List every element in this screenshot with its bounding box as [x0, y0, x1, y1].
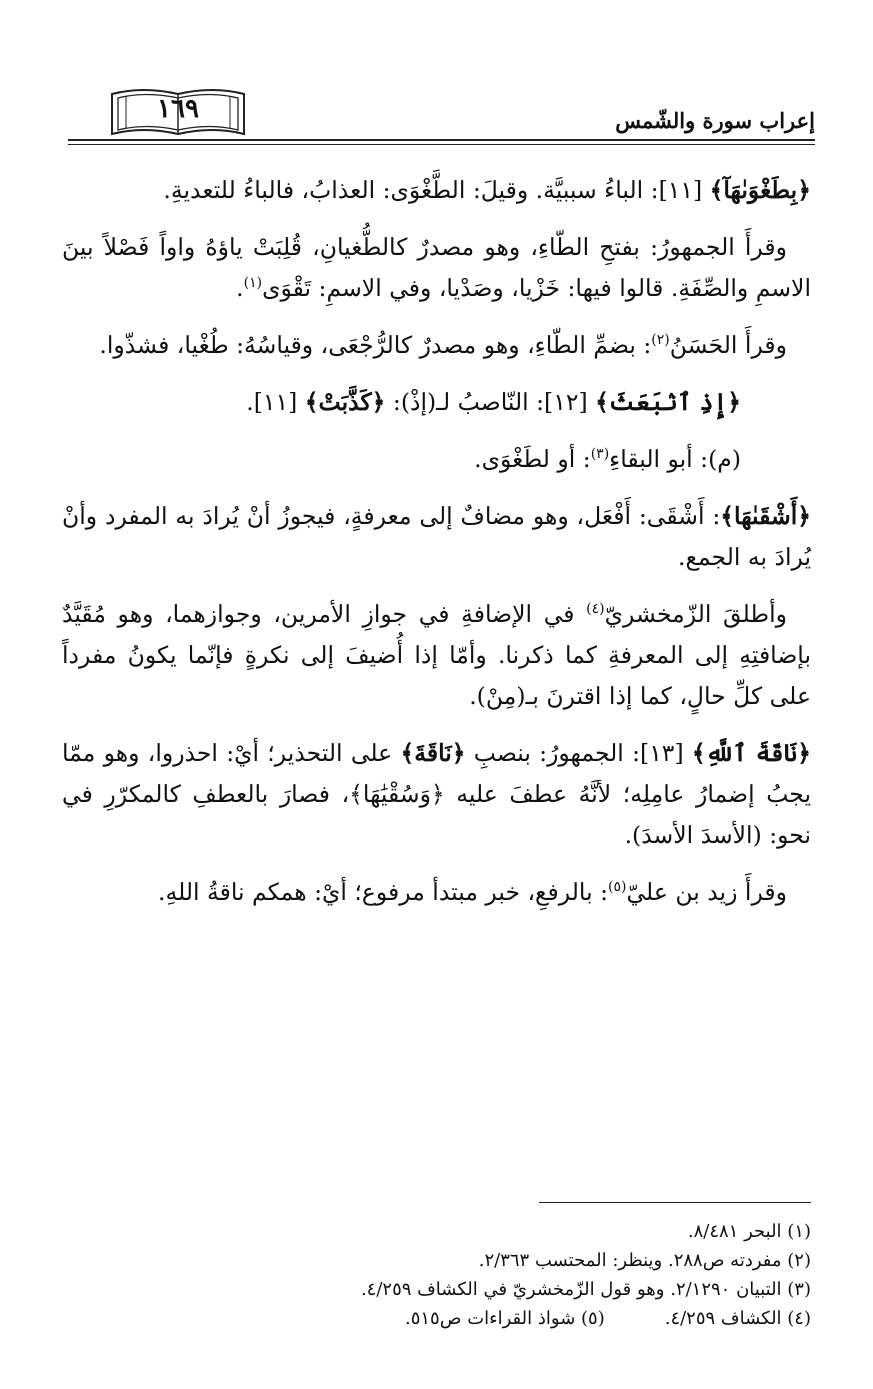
paragraph-text: (م): أبو البقاءِ — [609, 445, 741, 473]
paragraph-4 — [62, 382, 811, 423]
paragraph-7 — [62, 594, 811, 717]
footnote-1: (١) البحر ٨/٤٨١. — [687, 1221, 811, 1242]
paragraph-text: [١٣]: الجمهورُ: بنصبِ — [465, 739, 692, 767]
paragraph-tail: . — [236, 274, 244, 302]
quran-quote: ﴿بِطَغْوَىٰهَآ﴾ — [709, 176, 811, 204]
paragraph-tail: على التحذير؛ أيْ: احذروا، وهو ممّا يجبُ إضمارُ عامِلِه؛ لأنَّهُ عطفَ عليه ﴿وَسُقْيَٰهَا﴾، فصارَ بالعطفِ كالمكرّرِ في نحو: (الأسدَ الأسدَ). — [62, 739, 811, 849]
paragraph-5 — [62, 439, 811, 480]
paragraph-6 — [62, 496, 811, 578]
footnote-ref: (٢) — [651, 332, 670, 349]
paragraph-tail: [١١]. — [246, 388, 305, 416]
paragraph-tail: في الإضافةِ في جوازِ الأمرين، وجوازهما، وهو مُقَيَّدٌ بإضافتِهِ إلى المعرفةِ كما ذكرنا. وأمّا إذا أُضيفَ إلى نكرةٍ فإنّما يكونُ مفرداً على كلِّ حالٍ، كما إذا اقترنَ بـ(مِنْ). — [62, 600, 811, 710]
quran-quote: ﴿إِذِ ٱنۢبَعَثَ﴾ — [595, 388, 741, 416]
paragraph-9 — [62, 872, 811, 913]
paragraph-tail: : أو لطَغْوَى. — [474, 445, 591, 473]
footnote-5: (٥) شواذ القراءات ص٥١٥. — [404, 1308, 605, 1329]
footnotes — [62, 1217, 811, 1333]
footnote-2: (٢) مفردته ص٢٨٨. وينظر: المحتسب ٢/٣٦٣. — [478, 1250, 811, 1271]
paragraph-text: وقرأَ الحَسَنُ — [669, 331, 787, 359]
paragraph-text: وقرأَ الجمهورُ: بفتحِ الطّاءِ، وهو مصدرٌ كالطُّغيانِ، قُلِبَتْ ياؤهُ واواً فَصْلاً بينَ الاسمِ والصِّفَةِ. قالوا فيها: خَزْيا، وصَدْيا، وفي الاسمِ: تَقْوَى — [62, 233, 811, 302]
footnote-rule — [539, 1202, 811, 1203]
body-text — [62, 170, 811, 929]
quran-quote: ﴿نَاقَةَ ٱللَّهِ﴾ — [691, 739, 812, 767]
paragraph-text: [١٢]: النّاصبُ لـ(إذْ): — [385, 388, 596, 416]
paragraph-2 — [62, 227, 811, 309]
paragraph-tail: : بالرفعِ، خبر مبتدأ مرفوع؛ أيْ: همكم ناقةُ اللهِ. — [158, 878, 608, 906]
footnote-ref: (٥) — [608, 879, 627, 896]
page-number: ١٦٩ — [157, 94, 199, 124]
paragraph-3 — [62, 325, 811, 366]
running-title: إعراب سورة والشّمس — [615, 108, 815, 133]
footnote-ref: (٣) — [590, 446, 610, 463]
paragraph-text: [١١]: الباءُ سببيَّة. وقيلَ: الطَّغْوَى: العذابُ، فالباءُ للتعديةِ. — [163, 176, 710, 204]
header-rule-thin — [68, 144, 815, 145]
footnote-3: (٣) التبيان ٢/١٢٩٠. وهو قول الزّمخشريّ في الكشاف ٤/٢٥٩. — [360, 1279, 811, 1300]
paragraph-text: : أَشْقَى: أَفْعَل، وهو مضافٌ إلى معرفةٍ، فيجوزُ أنْ يُرادَ به المفرد وأنْ يُرادَ به الجمع. — [62, 502, 811, 571]
quran-quote: ﴿أَشْقَىٰهَا﴾ — [720, 502, 811, 530]
paragraph-tail: : بضمِّ الطّاءِ، وهو مصدرٌ كالرُّجْعَى، وقياسُهُ: طُغْيا، فشذّوا. — [99, 331, 652, 359]
page-header — [68, 82, 815, 134]
footnote-4: (٤) الكشاف ٤/٢٥٩. — [664, 1308, 811, 1329]
paragraph-8 — [62, 733, 811, 856]
paragraph-text: وقرأَ زيد بن عليّ — [626, 878, 787, 906]
paragraph-1 — [62, 170, 811, 211]
footnote-row — [62, 1304, 811, 1333]
header-rule — [68, 139, 815, 141]
quran-quote: ﴿نَاقَةَ﴾ — [400, 739, 466, 767]
footnote-ref: (٤) — [586, 601, 605, 618]
footnote-ref: (١) — [243, 275, 263, 292]
paragraph-text: وأطلقَ الزّمخشريّ — [604, 600, 787, 628]
quran-quote: ﴿كَذَّبَتْ﴾ — [304, 388, 386, 416]
